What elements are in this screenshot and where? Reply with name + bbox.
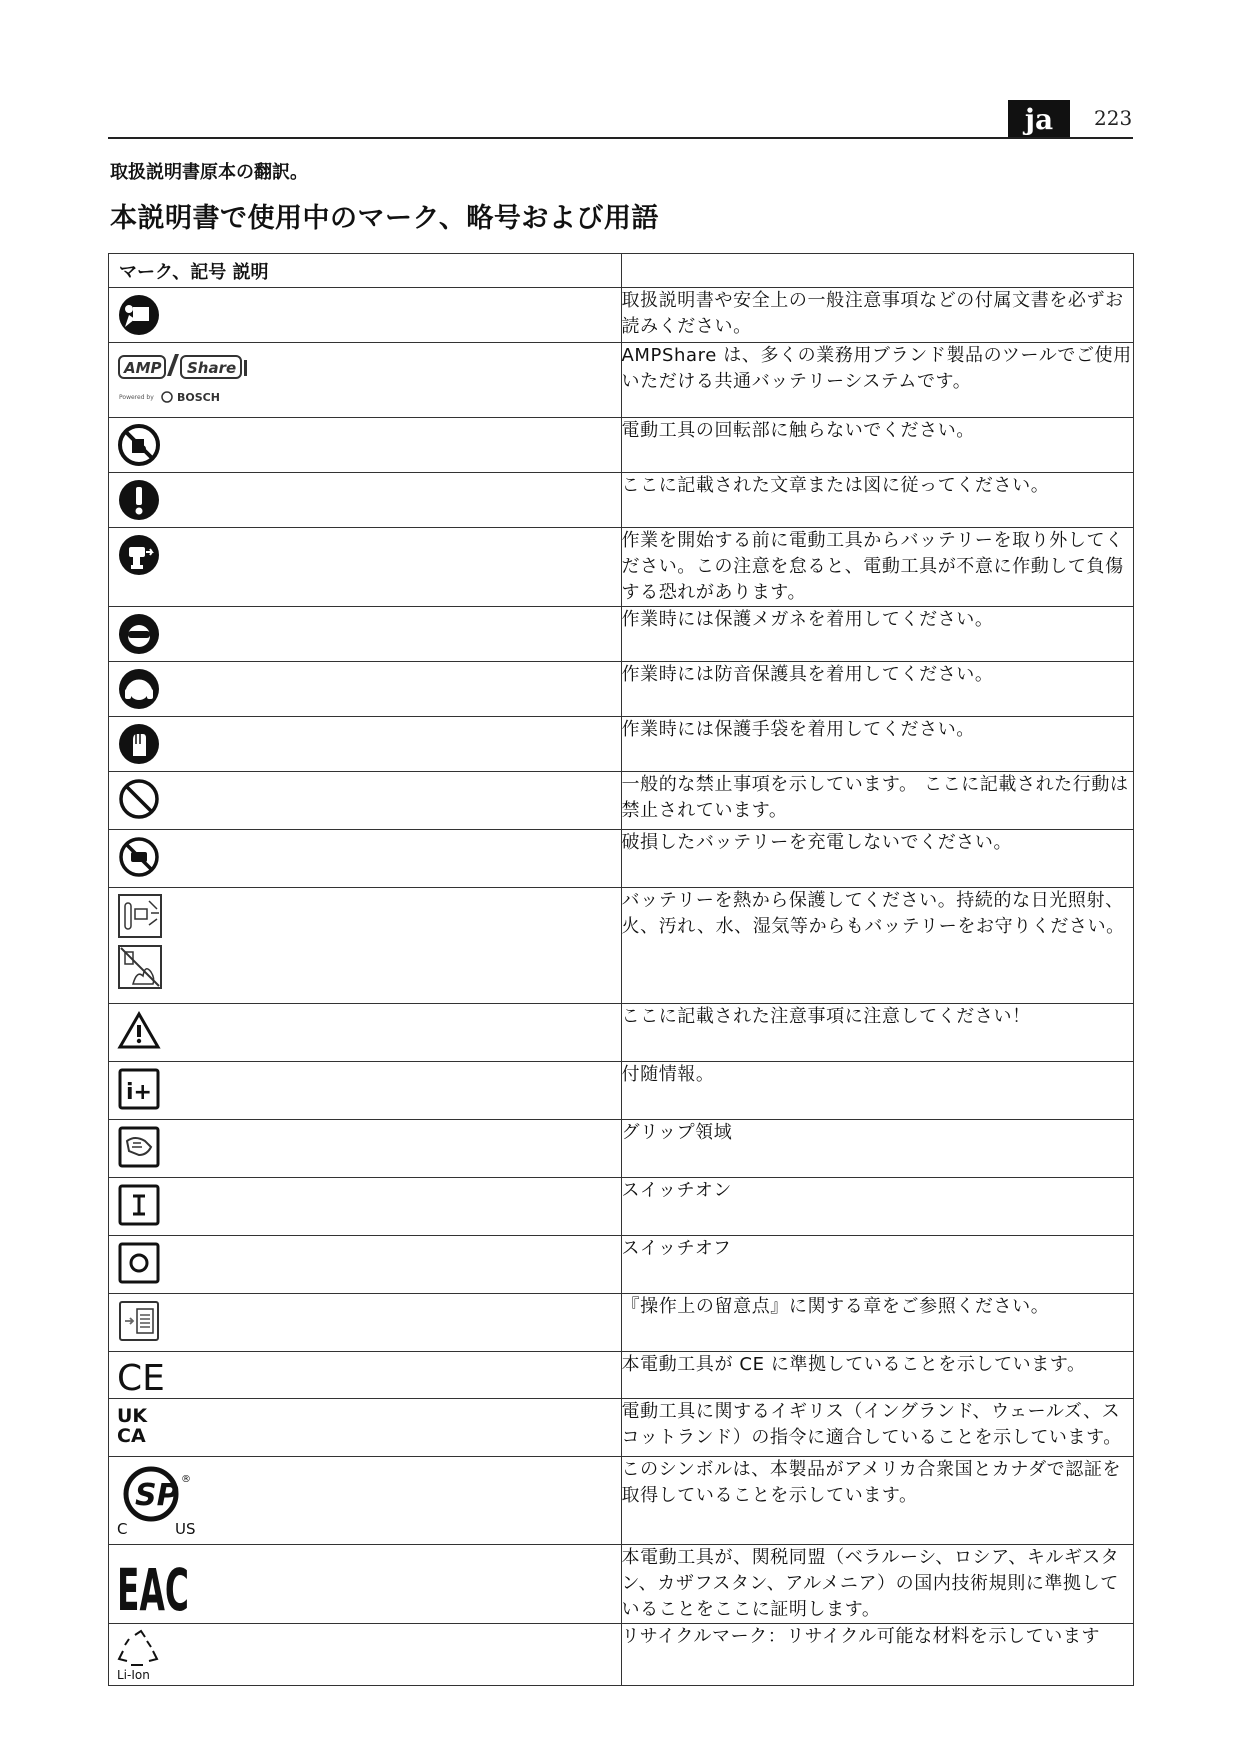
table-row [109, 888, 1134, 1004]
ce-mark-text: CE [117, 1358, 165, 1399]
table-row [109, 473, 1134, 528]
row-description: 作業時には保護手袋を着用してください。 [621, 717, 1134, 772]
ukca-uk-text: UK [117, 1405, 148, 1427]
row-description: スイッチオフ [621, 1236, 1134, 1294]
li-ion-text: Li-Ion [117, 1668, 150, 1682]
row-description: ここに記載された文章または図に従ってください。 [621, 473, 1134, 528]
row-description: ここに記載された注意事項に注意してください！ [621, 1004, 1134, 1062]
row-description: 本電動工具が、関税同盟（ベラルーシ、ロシア、キルギスタン、カザフスタン、アルメニア）の国内技術規則に準拠していることをここに証明します。 [621, 1545, 1134, 1624]
logo-bosch-text: BOSCH [177, 391, 220, 404]
ce-mark-icon [117, 1357, 621, 1399]
row-description: 作業時には保護メガネを着用してください。 [621, 607, 1134, 662]
row-description: グリップ領域 [621, 1120, 1134, 1178]
table-row [109, 1004, 1134, 1062]
marks-table [108, 253, 1134, 1686]
document-reference-icon [117, 1299, 621, 1343]
ampshare-bosch-logo [117, 348, 621, 410]
row-description: AMPShare は、多くの業務用ブランド製品のツールでご使用いただける共通バッテリーシステムです。 [621, 343, 1134, 418]
table-row [109, 418, 1134, 473]
table-row [109, 1120, 1134, 1178]
table-row [109, 1178, 1134, 1236]
eac-mark-icon [117, 1550, 621, 1624]
prohibition-icon [117, 777, 621, 821]
logo-amp-text: AMP [124, 359, 162, 377]
table-row [109, 1545, 1134, 1624]
header-mark-cell: マーク、記号 説明 [109, 254, 622, 288]
grip-area-icon [117, 1125, 621, 1169]
document-subtitle: 取扱説明書原本の翻訳。 [110, 162, 308, 183]
row-description: スイッチオン [621, 1178, 1134, 1236]
row-description: 作業を開始する前に電動工具からバッテリーを取り外してください。この注意を怠ると、電動工具が不意に作動して負傷する恐れがあります。 [621, 528, 1134, 607]
row-description: 付随情報。 [621, 1062, 1134, 1120]
row-description: 『操作上の留意点』に関する章をご参照ください。 [621, 1294, 1134, 1352]
logo-share-text: Share [187, 359, 237, 377]
table-row [109, 1399, 1134, 1457]
ukca-ca-text: CA [117, 1425, 146, 1447]
row-description: 電動工具に関するイギリス（イングランド、ウェールズ、スコットランド）の指令に適合していることを示しています。 [621, 1399, 1134, 1457]
no-charging-damaged-battery-icon [117, 835, 621, 879]
battery-fire-protection-icon [117, 944, 621, 990]
page-number: 223 [1094, 106, 1133, 130]
table-header-row [109, 254, 1134, 288]
mandatory-exclamation-icon [117, 478, 621, 522]
csa-c-text: C [117, 1520, 128, 1538]
table-row [109, 528, 1134, 607]
row-description: バッテリーを熱から保護してください。持続的な日光照射、火、汚れ、水、湿気等からもバッテリーをお守りください。 [621, 888, 1134, 1004]
row-description: 取扱説明書や安全上の一般注意事項などの付属文書を必ずお読みください。 [621, 288, 1134, 343]
table-row [109, 717, 1134, 772]
csa-text: SP [135, 1478, 179, 1513]
table-row [109, 288, 1134, 343]
warning-triangle-icon [117, 1009, 621, 1053]
logo-powered-by-text: Powered by [119, 394, 154, 401]
safety-glasses-icon [117, 612, 621, 656]
no-touch-rotating-icon [117, 423, 621, 467]
recycling-li-ion-icon [117, 1629, 621, 1681]
page-title: 本説明書で使用中のマーク、略号および用語 [110, 203, 659, 234]
table-row [109, 1624, 1134, 1686]
svg-text:®: ® [181, 1474, 191, 1485]
switch-on-icon [117, 1183, 621, 1227]
battery-heat-protection-icon [117, 893, 621, 939]
table-row [109, 1294, 1134, 1352]
eac-text: EAC [117, 1556, 189, 1624]
table-row [109, 830, 1134, 888]
table-row [109, 1457, 1134, 1545]
csa-mark-icon [117, 1462, 621, 1538]
row-description: 一般的な禁止事項を示しています。 ここに記載された行動は禁止されています。 [621, 772, 1134, 830]
switch-off-icon [117, 1241, 621, 1285]
row-description: 作業時には防音保護具を着用してください。 [621, 662, 1134, 717]
protective-gloves-icon [117, 722, 621, 766]
info-plus-icon [117, 1067, 621, 1111]
table-row [109, 772, 1134, 830]
table-row [109, 1352, 1134, 1399]
table-row [109, 662, 1134, 717]
header-desc-cell [621, 254, 1134, 288]
hearing-protection-icon [117, 667, 621, 711]
row-description: 電動工具の回転部に触らないでください。 [621, 418, 1134, 473]
row-description: このシンボルは、本製品がアメリカ合衆国とカナダで認証を取得していることを示しています。 [621, 1457, 1134, 1545]
row-description: 破損したバッテリーを充電しないでください。 [621, 830, 1134, 888]
language-badge: ja [1008, 100, 1070, 137]
table-row [109, 1236, 1134, 1294]
remove-battery-icon [117, 533, 621, 577]
table-row [109, 607, 1134, 662]
row-description: リサイクルマーク：リサイクル可能な材料を示しています [621, 1624, 1134, 1686]
table-row [109, 1062, 1134, 1120]
info-plus-text: i+ [126, 1080, 152, 1105]
read-manual-icon [117, 293, 621, 337]
csa-us-text: US [175, 1520, 196, 1538]
header-rule [108, 137, 1133, 139]
table-row [109, 343, 1134, 418]
row-description: 本電動工具が CE に準拠していることを示しています。 [621, 1352, 1134, 1399]
ukca-mark-icon [117, 1404, 621, 1446]
